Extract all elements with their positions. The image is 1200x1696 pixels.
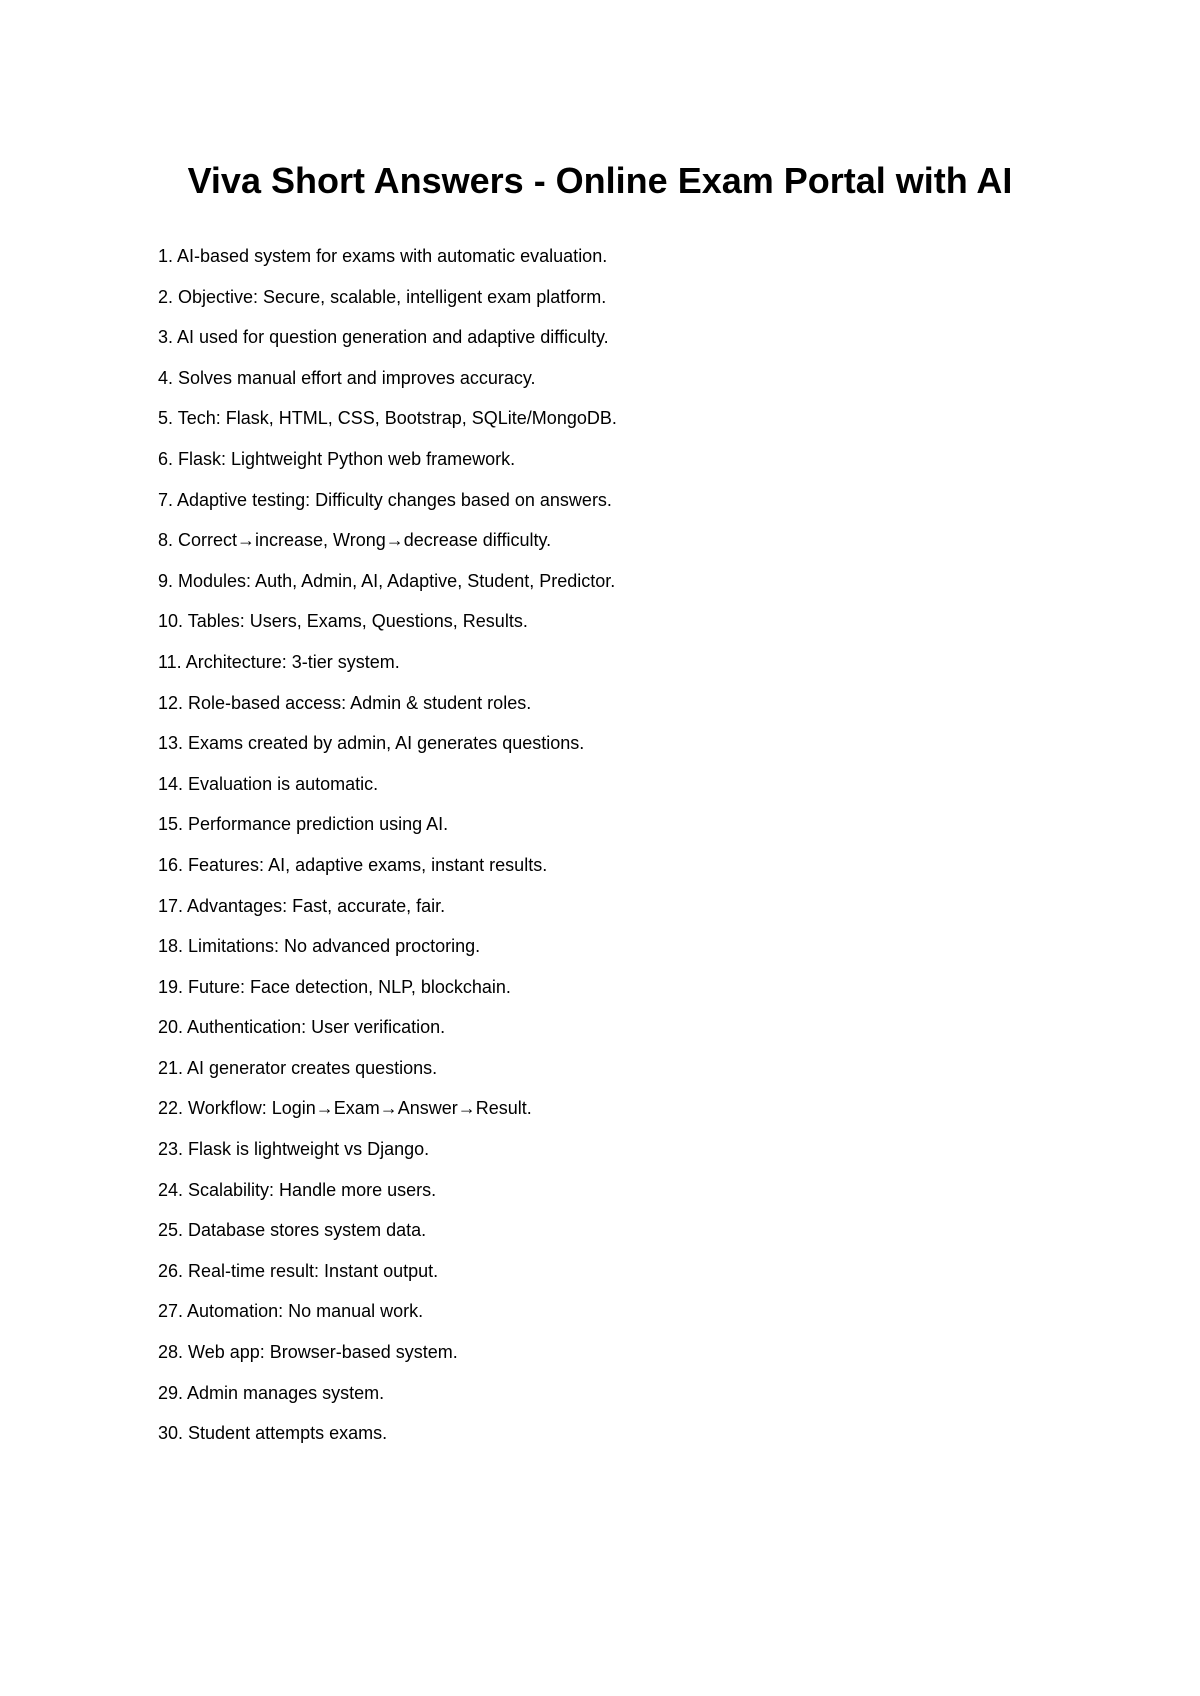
list-item: 2. Objective: Secure, scalable, intelligent exam platform. [158,286,607,307]
list-item: 19. Future: Face detection, NLP, blockchain. [158,976,511,997]
list-item: 27. Automation: No manual work. [158,1301,424,1322]
list-item: 3. AI used for question generation and adaptive difficulty. [158,327,609,348]
list-item: 4. Solves manual effort and improves accuracy. [158,367,536,388]
list-item: 16. Features: AI, adaptive exams, instant results. [158,854,548,875]
list-item: 26. Real-time result: Instant output. [158,1260,439,1281]
list-item: 22. Workflow: Login→Exam→Answer→Result. [158,1098,532,1119]
list-item: 18. Limitations: No advanced proctoring. [158,936,481,957]
list-item: 17. Advantages: Fast, accurate, fair. [158,895,446,916]
list-item: 6. Flask: Lightweight Python web framework. [158,448,516,469]
list-item: 8. Correct→increase, Wrong→decrease difficulty. [158,530,552,551]
document-title: Viva Short Answers - Online Exam Portal with AI [187,160,1013,201]
list-item: 13. Exams created by admin, AI generates questions. [158,733,585,754]
list-item: 9. Modules: Auth, Admin, AI, Adaptive, Student, Predictor. [158,570,616,591]
list-item: 12. Role-based access: Admin & student roles. [158,692,532,713]
list-item: 15. Performance prediction using AI. [158,814,449,835]
list-item: 20. Authentication: User verification. [158,1017,446,1038]
list-item: 29. Admin manages system. [158,1382,385,1403]
list-item: 28. Web app: Browser-based system. [158,1342,458,1363]
list-item: 30. Student attempts exams. [158,1423,388,1444]
list-item: 11. Architecture: 3-tier system. [158,651,400,672]
list-item: 23. Flask is lightweight vs Django. [158,1139,430,1160]
list-item: 14. Evaluation is automatic. [158,773,379,794]
list-item: 5. Tech: Flask, HTML, CSS, Bootstrap, SQLite/MongoDB. [158,408,617,429]
list-item: 7. Adaptive testing: Difficulty changes based on answers. [158,489,612,510]
list-item: 1. AI-based system for exams with automatic evaluation. [158,246,608,266]
list-item: 25. Database stores system data. [158,1220,427,1241]
answer-list [158,236,617,1454]
list-item: 10. Tables: Users, Exams, Questions, Results. [158,611,528,632]
list-item: 21. AI generator creates questions. [158,1057,438,1078]
list-item: 24. Scalability: Handle more users. [158,1179,437,1200]
